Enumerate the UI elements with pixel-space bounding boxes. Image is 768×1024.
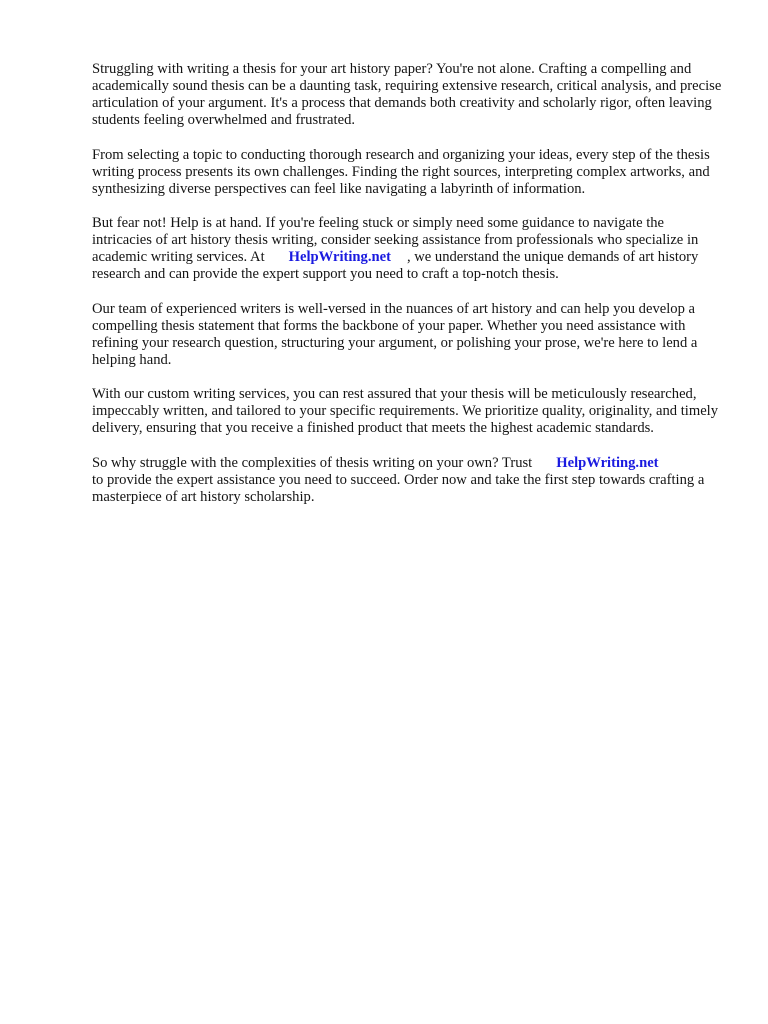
- paragraph-intro: Struggling with writing a thesis for your art history paper? You're not alone. Crafting a compelling and academically sound thesis can be a daunting task, requiring extensive research, critical analysis, and precise articulation of your argument. It's a process that demands both creativity and scholarly rigor, often leaving students feeling overwhelmed and frustrated.: [92, 61, 722, 128]
- paragraph-team: Our team of experienced writers is well-versed in the nuances of art history and can help you develop a compelling thesis statement that forms the backbone of your paper. Whether you need assistance with refining your research question, structuring your argument, or polishing your prose, we're here to lend a helping hand.: [92, 300, 698, 368]
- paragraph-help: [92, 215, 724, 283]
- helpwriting-link[interactable]: HelpWriting.net: [288, 249, 391, 265]
- paragraph-process: From selecting a topic to conducting thorough research and organizing your ideas, every step of the thesis writing process presents its own challenges. Finding the right sources, interpreting complex artworks, and synthesizing diverse perspectives can feel like navigating a labyrinth of information.: [92, 146, 710, 197]
- paragraph-services: With our custom writing services, you can rest assured that your thesis will be meticulously researched, impeccably written, and tailored to your specific requirements. We prioritize quality, originality, and timely delivery, ensuring that you receive a finished product that meets the highest academic standards.: [92, 386, 719, 436]
- document-page: [92, 61, 724, 523]
- paragraph-closing-text-before: So why struggle with the complexities of thesis writing on your own? Trust: [92, 454, 533, 471]
- paragraph-closing-text-after: to provide the expert assistance you need to succeed. Order now and take the first step towards crafting a masterpiece of art history scholarship.: [92, 471, 705, 505]
- helpwriting-link-closing[interactable]: HelpWriting.net: [556, 454, 659, 471]
- paragraph-help-text-after: , we understand the unique demands of art history research and can provide the expert support you need to craft a top-notch thesis.: [92, 249, 699, 282]
- paragraph-help-text-before: But fear not! Help is at hand. If you're feeling stuck or simply need some guidance to navigate the intricacies of art history thesis writing, consider seeking assistance from professionals who specialize in academic writing services. At: [92, 215, 699, 265]
- paragraph-closing: [92, 455, 724, 506]
